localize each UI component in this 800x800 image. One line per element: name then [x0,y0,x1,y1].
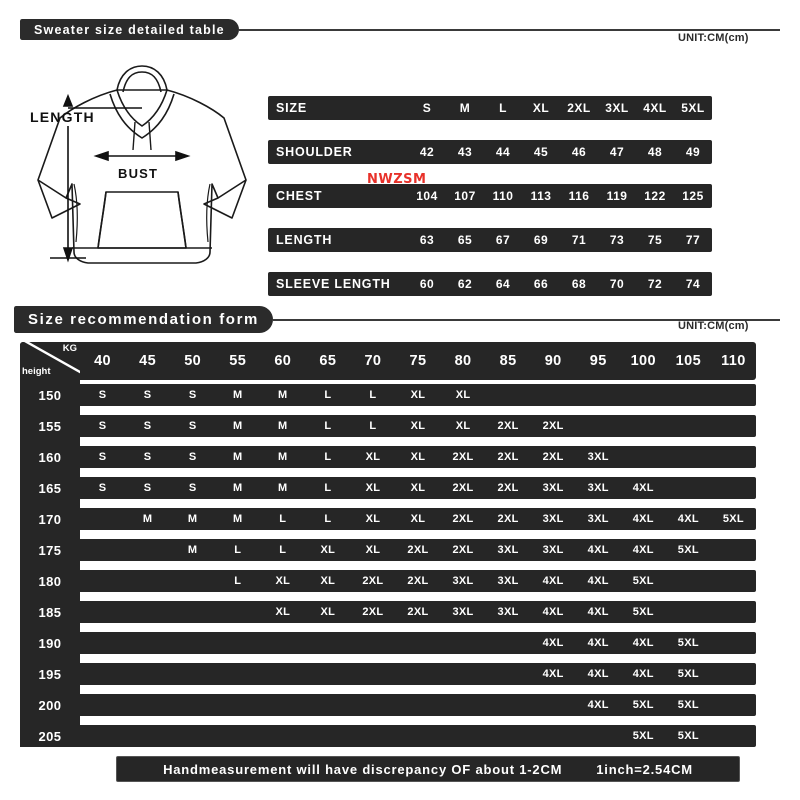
detail-row-label: SIZE [276,101,307,115]
weight-header-cell: 70 [364,353,382,369]
recommendation-cell: 5XL [677,668,699,680]
recommendation-cell: M [142,513,153,525]
recommendation-body [20,342,756,747]
recommendation-cell: 2XL [452,544,474,556]
detail-cell: 73 [609,233,625,247]
recommendation-cell: S [98,420,107,432]
recommendation-cell: 2XL [407,575,429,587]
detail-cell: 47 [609,145,625,159]
recommendation-row-cells [80,539,756,561]
recommendation-cell: S [98,451,107,463]
weight-header-cell: 95 [589,353,607,369]
recommendation-cell: 3XL [587,513,609,525]
detail-row-size [268,96,712,120]
height-axis-label: height [22,366,51,377]
recommendation-row [20,446,756,468]
recommendation-cell: 5XL [677,544,699,556]
detail-cell: M [459,101,471,115]
detail-row-cells [408,233,712,247]
recommendation-cell: 5XL [677,637,699,649]
weight-header-cell: 110 [721,353,746,369]
detail-cell: 71 [571,233,587,247]
recommendation-cell: 2XL [362,575,384,587]
detail-cell: 43 [457,145,473,159]
weight-header-cell: 75 [409,353,427,369]
recommendation-cell: 4XL [587,606,609,618]
detail-cell: 62 [457,277,473,291]
length-measure-label: LENGTH [30,109,95,125]
recommendation-cell: 3XL [542,544,564,556]
recommendation-cell: L [324,420,332,432]
recommendation-cell: XL [275,606,291,618]
recommendation-cell: 3XL [452,606,474,618]
recommendation-cell: 3XL [497,575,519,587]
recommendation-cell: 3XL [452,575,474,587]
recommendation-cell: XL [365,513,381,525]
recommendation-cell: 2XL [452,513,474,525]
recommendation-cell: 2XL [542,451,564,463]
recommendation-cell: M [232,482,243,494]
recommendation-row-cells [80,477,756,499]
recommendation-cell: 4XL [587,575,609,587]
recommendation-cell: L [324,451,332,463]
recommendation-cell: 4XL [542,668,564,680]
recommendation-cell: M [232,420,243,432]
detail-cell: S [422,101,432,115]
detail-cell: XL [532,101,550,115]
detail-cell: 46 [571,145,587,159]
recommendation-cell: S [143,482,152,494]
recommendation-cell: 3XL [587,451,609,463]
recommendation-row [20,725,756,747]
recommendation-cell: 2XL [407,544,429,556]
detail-cell: 75 [647,233,663,247]
detail-row-chest [268,184,712,208]
axis-corner-cell [20,342,80,380]
detail-cell: 65 [457,233,473,247]
detail-row-shoulder [268,140,712,164]
detail-cell: 122 [644,189,666,203]
recommendation-cell: L [279,544,287,556]
detail-row-label: LENGTH [276,233,333,247]
banner-rule [239,29,780,31]
height-row-label: 180 [20,570,80,592]
recommendation-cell: L [234,544,242,556]
recommendation-cell: 5XL [677,730,699,742]
recommendation-cell: 3XL [587,482,609,494]
recommendation-cell: S [188,482,197,494]
recommendation-cell: S [188,389,197,401]
height-row-label: 150 [20,384,80,406]
recommendation-cell: M [278,482,288,494]
recommendation-cell: 4XL [542,637,564,649]
detail-cell: 49 [685,145,701,159]
recommendation-cell: XL [410,451,426,463]
recommendation-row-cells [80,384,756,406]
detail-cell: 113 [530,189,552,203]
recommendation-cell: M [232,389,243,401]
detail-cell: 70 [609,277,625,291]
recommendation-row-cells [80,694,756,716]
detail-cell: 5XL [681,101,705,115]
recommendation-cell: XL [410,482,426,494]
bust-measure-label: BUST [118,166,159,181]
recommendation-cell: 2XL [497,513,519,525]
recommendation-cell: 2XL [362,606,384,618]
detail-row-label: SHOULDER [276,145,353,159]
recommendation-cell: XL [410,513,426,525]
recommendation-cell: M [232,451,243,463]
height-row-label: 200 [20,694,80,716]
recommendation-cell: 4XL [587,637,609,649]
detail-row-cells [408,145,712,159]
recommendation-banner [14,306,780,333]
hoodie-illustration [22,52,262,292]
recommendation-cell: 3XL [497,544,519,556]
recommendation-cell: 2XL [452,451,474,463]
recommendation-cell: XL [365,451,381,463]
recommendation-cell: L [369,420,377,432]
footer-conversion-text: 1inch=2.54CM [596,761,693,777]
height-row-label: 195 [20,663,80,685]
recommendation-row-cells [80,601,756,623]
weight-header-cell: 55 [229,353,247,369]
height-row-label: 190 [20,632,80,654]
weight-header-cell: 65 [319,353,337,369]
detail-cell: 77 [685,233,701,247]
recommendation-cell: 2XL [542,420,564,432]
recommendation-cell: 3XL [497,606,519,618]
recommendation-cell: S [143,389,152,401]
detail-table-title: Sweater size detailed table [20,19,239,40]
detail-cell: 3XL [605,101,629,115]
weight-header-row [20,342,756,380]
recommendation-cell: 4XL [587,668,609,680]
recommendation-cell: 4XL [587,699,609,711]
height-row-label: 185 [20,601,80,623]
recommendation-row-cells [80,725,756,747]
recommendation-cell: M [187,544,198,556]
recommendation-row-cells [80,415,756,437]
recommendation-cell: 5XL [632,730,654,742]
detail-cell: 64 [495,277,511,291]
recommendation-cell: XL [410,420,426,432]
detail-cell: 125 [682,189,704,203]
recommendation-cell: L [324,482,332,494]
recommendation-cell: 4XL [632,513,654,525]
weight-header-cell: 45 [139,353,157,369]
detail-cell: 60 [419,277,435,291]
weight-header-cell: 100 [630,353,656,369]
recommendation-cell: M [278,420,288,432]
recommendation-row [20,415,756,437]
recommendation-cell: 5XL [677,699,699,711]
detail-cell: 119 [606,189,628,203]
recommendation-cell: 4XL [677,513,699,525]
recommendation-cell: XL [410,389,426,401]
detail-row-label: SLEEVE LENGTH [276,277,391,291]
detail-cell: 48 [647,145,663,159]
detail-row-cells [408,189,712,203]
footer-note [116,756,740,782]
recommendation-row-cells [80,663,756,685]
detail-cell: 68 [571,277,587,291]
recommendation-cell: L [369,389,377,401]
detail-row-label: CHEST [276,189,323,203]
height-row-label: 165 [20,477,80,499]
recommendation-row [20,663,756,685]
detail-table [268,96,712,296]
detail-cell: 107 [454,189,476,203]
recommendation-cell: 4XL [542,575,564,587]
weight-header-cell: 80 [454,353,472,369]
detail-cell: 110 [492,189,514,203]
detail-cell: 67 [495,233,511,247]
recommendation-cell: 2XL [497,451,519,463]
detail-row-length [268,228,712,252]
recommendation-cell: XL [455,420,471,432]
recommendation-row-cells [80,446,756,468]
recommendation-cell: XL [455,389,471,401]
recommendation-row [20,508,756,530]
recommendation-cell: M [278,451,288,463]
recommendation-cell: L [324,513,332,525]
recommendation-cell: 2XL [497,482,519,494]
recommendation-row [20,477,756,499]
recommendation-cell: XL [365,482,381,494]
recommendation-cell: XL [320,606,336,618]
recommendation-cell: S [143,451,152,463]
recommendation-cell: S [188,451,197,463]
weight-header-cell: 50 [184,353,202,369]
recommendation-row [20,694,756,716]
footer-note-text: Handmeasurement will have discrepancy OF about 1-2CM [163,761,563,777]
weight-header-cell: 90 [544,353,562,369]
recommendation-cell: 4XL [542,606,564,618]
detail-row-cells [408,277,712,291]
recommendation-cell: 2XL [452,482,474,494]
recommendation-row [20,570,756,592]
detail-cell: 116 [568,189,590,203]
recommendation-cell: 5XL [632,575,654,587]
recommendation-row [20,632,756,654]
weight-axis-label: KG [62,343,77,354]
detail-cell: 63 [419,233,435,247]
recommendation-cell: 4XL [632,637,654,649]
detail-cell: 4XL [643,101,667,115]
detail-cell: 2XL [567,101,591,115]
weight-header-cell: 85 [499,353,517,369]
weight-header-cell: 105 [675,353,702,369]
recommendation-cell: XL [320,575,336,587]
height-row-label: 170 [20,508,80,530]
recommendation-cell: XL [365,544,381,556]
recommendation-rows [20,384,756,747]
detail-cell: 104 [416,189,438,203]
detail-row-cells [408,101,712,115]
recommendation-row [20,601,756,623]
recommendation-cell: XL [320,544,336,556]
recommendation-row [20,539,756,561]
recommendation-cell: L [234,575,242,587]
weight-header-cells [80,342,756,380]
detail-unit-label: UNIT:CM(cm) [678,32,749,44]
recommendation-unit-label: UNIT:CM(cm) [678,320,749,332]
recommendation-cell: XL [275,575,291,587]
height-row-label: 155 [20,415,80,437]
recommendation-cell: 5XL [632,699,654,711]
detail-cell: 42 [419,145,435,159]
recommendation-cell: S [98,482,107,494]
recommendation-cell: S [98,389,107,401]
recommendation-cell: M [278,389,288,401]
recommendation-cell: 2XL [497,420,519,432]
recommendation-cell: 3XL [542,482,564,494]
detail-row-sleeve-length [268,272,712,296]
watermark-text: NWZSM [367,172,427,187]
recommendation-cell: 4XL [632,482,654,494]
detail-cell: 74 [685,277,701,291]
recommendation-cell: L [279,513,287,525]
recommendation-row-cells [80,632,756,654]
recommendation-cell: 4XL [587,544,609,556]
recommendation-row-cells [80,508,756,530]
recommendation-row-cells [80,570,756,592]
recommendation-cell: 3XL [542,513,564,525]
recommendation-cell: M [232,513,243,525]
recommendation-row [20,384,756,406]
detail-cell: L [499,101,507,115]
height-row-label: 175 [20,539,80,561]
detail-cell: 69 [533,233,549,247]
detail-cell: 45 [533,145,549,159]
detail-cell: 66 [533,277,549,291]
recommendation-cell: 4XL [632,544,654,556]
height-row-label: 160 [20,446,80,468]
detail-cell: 44 [495,145,511,159]
recommendation-title: Size recommendation form [14,306,273,333]
recommendation-cell: 4XL [632,668,654,680]
height-row-label: 205 [20,725,80,747]
recommendation-cell: L [324,389,332,401]
recommendation-cell: M [187,513,198,525]
recommendation-cell: 5XL [722,513,744,525]
recommendation-cell: 2XL [407,606,429,618]
detail-table-banner [20,19,780,40]
recommendation-table [20,342,756,756]
recommendation-cell: S [143,420,152,432]
weight-header-cell: 60 [274,353,292,369]
recommendation-cell: 5XL [632,606,654,618]
recommendation-cell: S [188,420,197,432]
weight-header-cell: 40 [94,353,111,369]
detail-cell: 72 [647,277,663,291]
